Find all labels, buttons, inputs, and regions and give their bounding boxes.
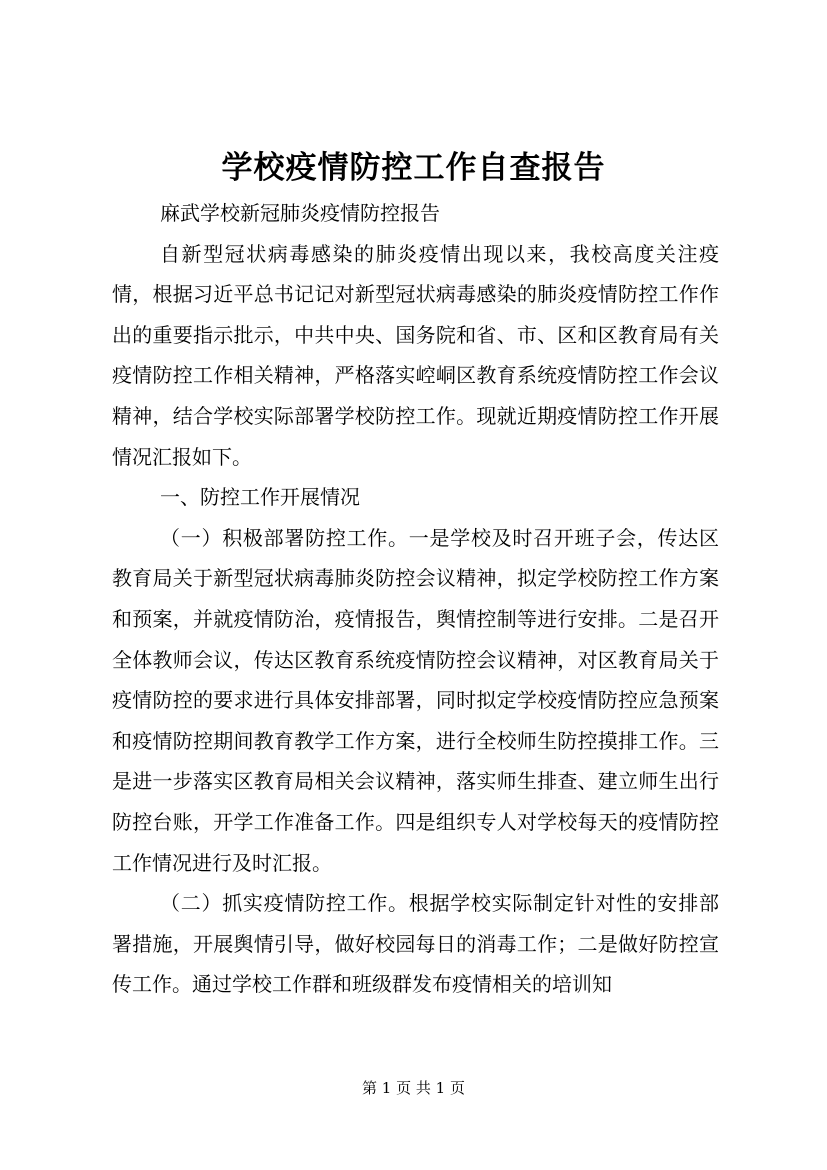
document-title: 学校疫情防控工作自查报告 (221, 150, 606, 186)
paragraph-implement: （二）抓实疫情防控工作。根据学校实际制定针对性的安排部署措施，开展舆情引导，做好校园每日的消毒工作；二是做好防控宣传工作。通过学校工作群和班级群发布疫情相关的培训知 (112, 891, 719, 997)
section-heading: 一、防控工作开展情况 (160, 485, 360, 510)
paragraph-deploy: （一）积极部署防控工作。一是学校及时召开班子会，传达区教育局关于新型冠状病毒肺炎防控会议精神，拟定学校防控工作方案和预案，并就疫情防治，疫情报告，舆情控制等进行安排。二是召开全体教师会议，传达区教育系统疫情防控会议精神，对区教育局关于疫情防控的要求进行具体安排部署，同时拟定学校疫情防控应急预案和疫情防控期间教育教学工作方案，进行全校师生防控摸排工作。三是进一步落实区教育局相关会议精神，落实师生排查、建立师生出行防控台账，开学工作准备工作。四是组织专人对学校每天的疫情防控工作情况进行及时汇报。 (112, 525, 719, 875)
document-body (112, 193, 719, 1005)
page-footer: 第 1 页 共 1 页 (362, 1079, 465, 1097)
document-subtitle: 麻武学校新冠肺炎疫情防控报告 (160, 201, 440, 225)
paragraph-intro: 自新型冠状病毒感染的肺炎疫情出现以来，我校高度关注疫情，根据习近平总书记记对新型冠状病毒感染的肺炎疫情防控工作作出的重要指示批示，中共中央、国务院和省、市、区和区教育局有关疫情防控工作相关精神，严格落实崆峒区教育系统疫情防控工作会议精神，结合学校实际部署学校防控工作。现就近期疫情防控工作开展情况汇报如下。 (112, 241, 719, 469)
